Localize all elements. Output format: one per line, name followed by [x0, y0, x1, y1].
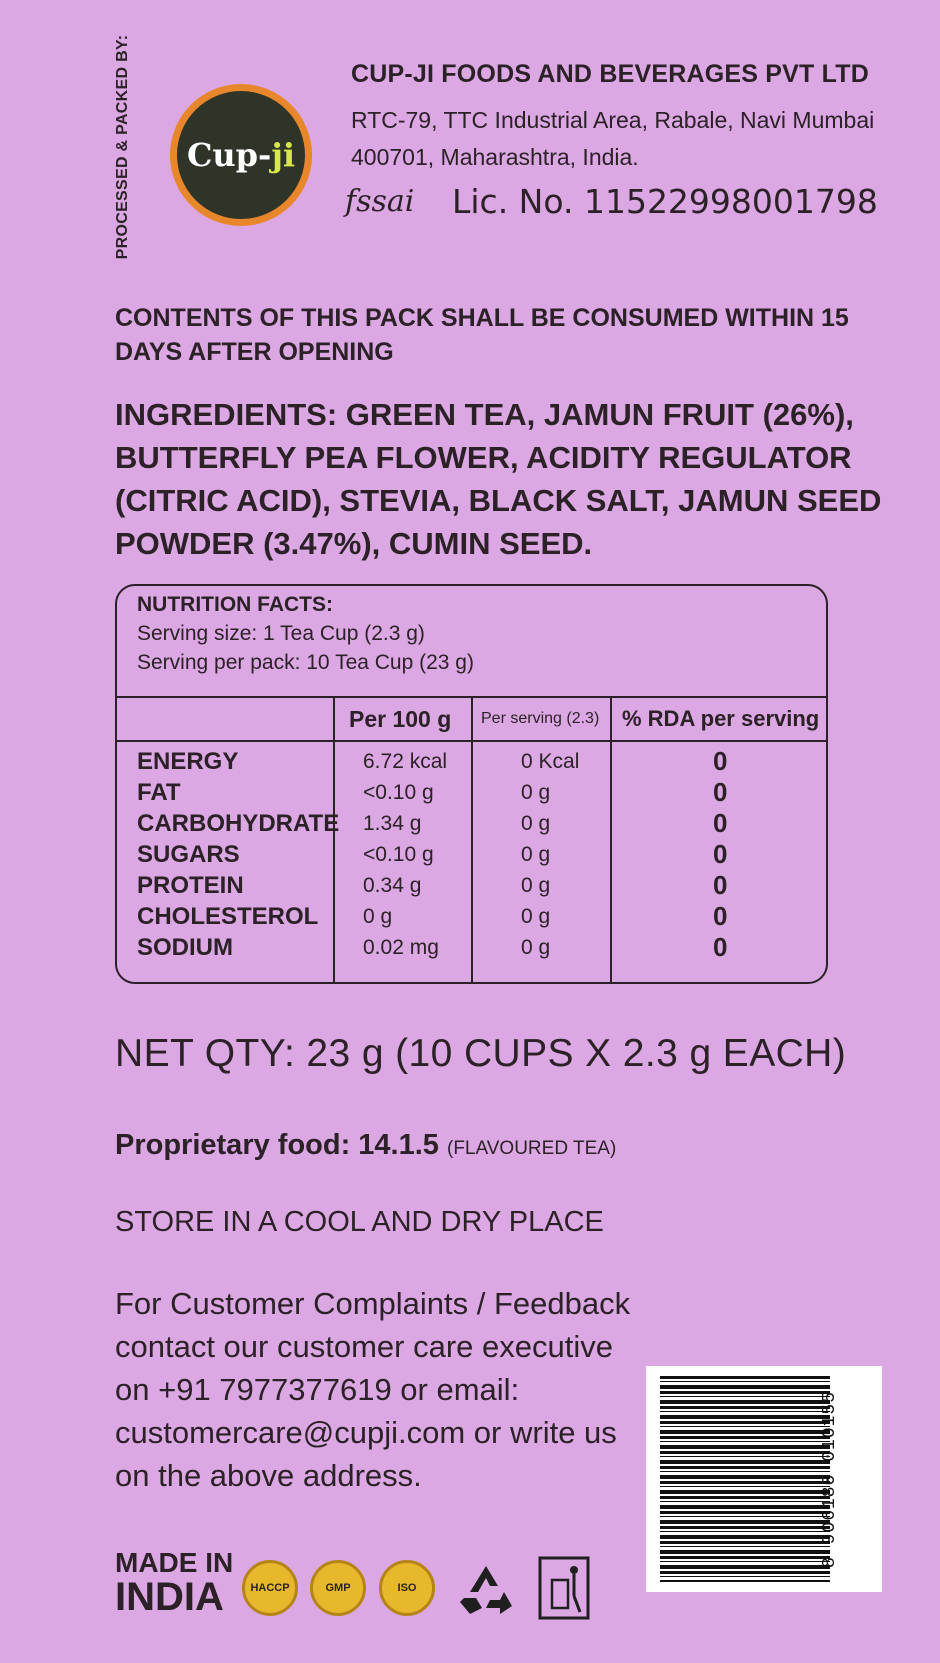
per100-value: 1.34 g	[363, 812, 422, 835]
nutrient-name: CHOLESTEROL	[137, 903, 319, 930]
cupji-logo	[170, 84, 312, 226]
nutrient-name: FAT	[137, 779, 181, 806]
barcode-bars	[660, 1376, 830, 1582]
nutrient-name: SUGARS	[137, 841, 240, 868]
company-name: CUP-JI FOODS AND BEVERAGES PVT LTD	[351, 60, 869, 88]
table-column-divider	[471, 696, 473, 984]
per100-value: 6.72 kcal	[363, 750, 448, 773]
fssai-logo: fssai	[345, 184, 415, 219]
rda-value: 0	[713, 808, 728, 838]
trash-bin-icon	[538, 1556, 590, 1620]
nutrient-name: PROTEIN	[137, 872, 244, 899]
perserving-value: 0 Kcal	[521, 750, 580, 773]
nutrition-title: NUTRITION FACTS:	[137, 593, 333, 616]
proprietary-food: Proprietary food: 14.1.5 (FLAVOURED TEA)	[115, 1129, 617, 1161]
per100-value: 0.02 mg	[363, 936, 439, 959]
storage-instructions: STORE IN A COOL AND DRY PLACE	[115, 1206, 604, 1238]
license-number: Lic. No. 11522998001798	[452, 182, 878, 221]
col-rda: % RDA per serving	[622, 706, 820, 731]
per100-value: <0.10 g	[363, 843, 434, 866]
made-in-india: MADE IN INDIA	[115, 1547, 234, 1619]
serving-size: Serving size: 1 Tea Cup (2.3 g)	[137, 622, 425, 645]
customer-care-info: For Customer Complaints / Feedback contact our customer care executive on +91 7977377619 or email: customercare@cupji.com or write us on the above address.	[115, 1286, 631, 1493]
net-quantity: NET QTY: 23 g (10 CUPS X 2.3 g EACH)	[115, 1032, 847, 1075]
ingredients: INGREDIENTS: GREEN TEA, JAMUN FRUIT (26%), BUTTERFLY PEA FLOWER, ACIDITY REGULATOR (CITRIC ACID), STEVIA, BLACK SALT, JAMUN SEED POWDER (3.47%), CUMIN SEED.	[115, 397, 882, 561]
perserving-value: 0 g	[521, 812, 551, 835]
nutrient-name: ENERGY	[137, 748, 239, 775]
per100-value: 0.34 g	[363, 874, 422, 897]
gmp-badge: GMP	[310, 1560, 366, 1616]
iso-badge: ISO	[379, 1560, 435, 1616]
barcode-number: 8 906180 010155	[820, 1390, 840, 1568]
rda-value: 0	[713, 777, 728, 807]
nutrient-name: CARBOHYDRATE	[137, 810, 340, 837]
packed-by-label: PROCESSED & PACKED BY:	[114, 34, 131, 260]
nutrient-name: SODIUM	[137, 934, 233, 961]
rda-value: 0	[713, 901, 728, 931]
logo-text: Cup-ji	[186, 136, 296, 174]
rda-value: 0	[713, 839, 728, 869]
consume-note: CONTENTS OF THIS PACK SHALL BE CONSUMED WITHIN 15 DAYS AFTER OPENING	[115, 304, 849, 366]
haccp-badge: HACCP	[242, 1560, 298, 1616]
per100-value: <0.10 g	[363, 781, 434, 804]
perserving-value: 0 g	[521, 936, 551, 959]
table-column-divider	[333, 696, 335, 984]
perserving-value: 0 g	[521, 843, 551, 866]
recycle-icon	[456, 1562, 516, 1618]
company-address: RTC-79, TTC Industrial Area, Rabale, Navi Mumbai 400701, Maharashtra, India.	[351, 107, 875, 170]
rda-value: 0	[713, 870, 728, 900]
serving-per-pack: Serving per pack: 10 Tea Cup (23 g)	[137, 651, 474, 674]
rda-value: 0	[713, 746, 728, 776]
perserving-value: 0 g	[521, 781, 551, 804]
perserving-value: 0 g	[521, 874, 551, 897]
perserving-value: 0 g	[521, 905, 551, 928]
col-per100: Per 100 g	[349, 706, 452, 732]
table-column-divider	[610, 696, 612, 982]
per100-value: 0 g	[363, 905, 393, 928]
col-perserving: Per serving (2.3)	[481, 710, 600, 727]
rda-value: 0	[713, 932, 728, 962]
